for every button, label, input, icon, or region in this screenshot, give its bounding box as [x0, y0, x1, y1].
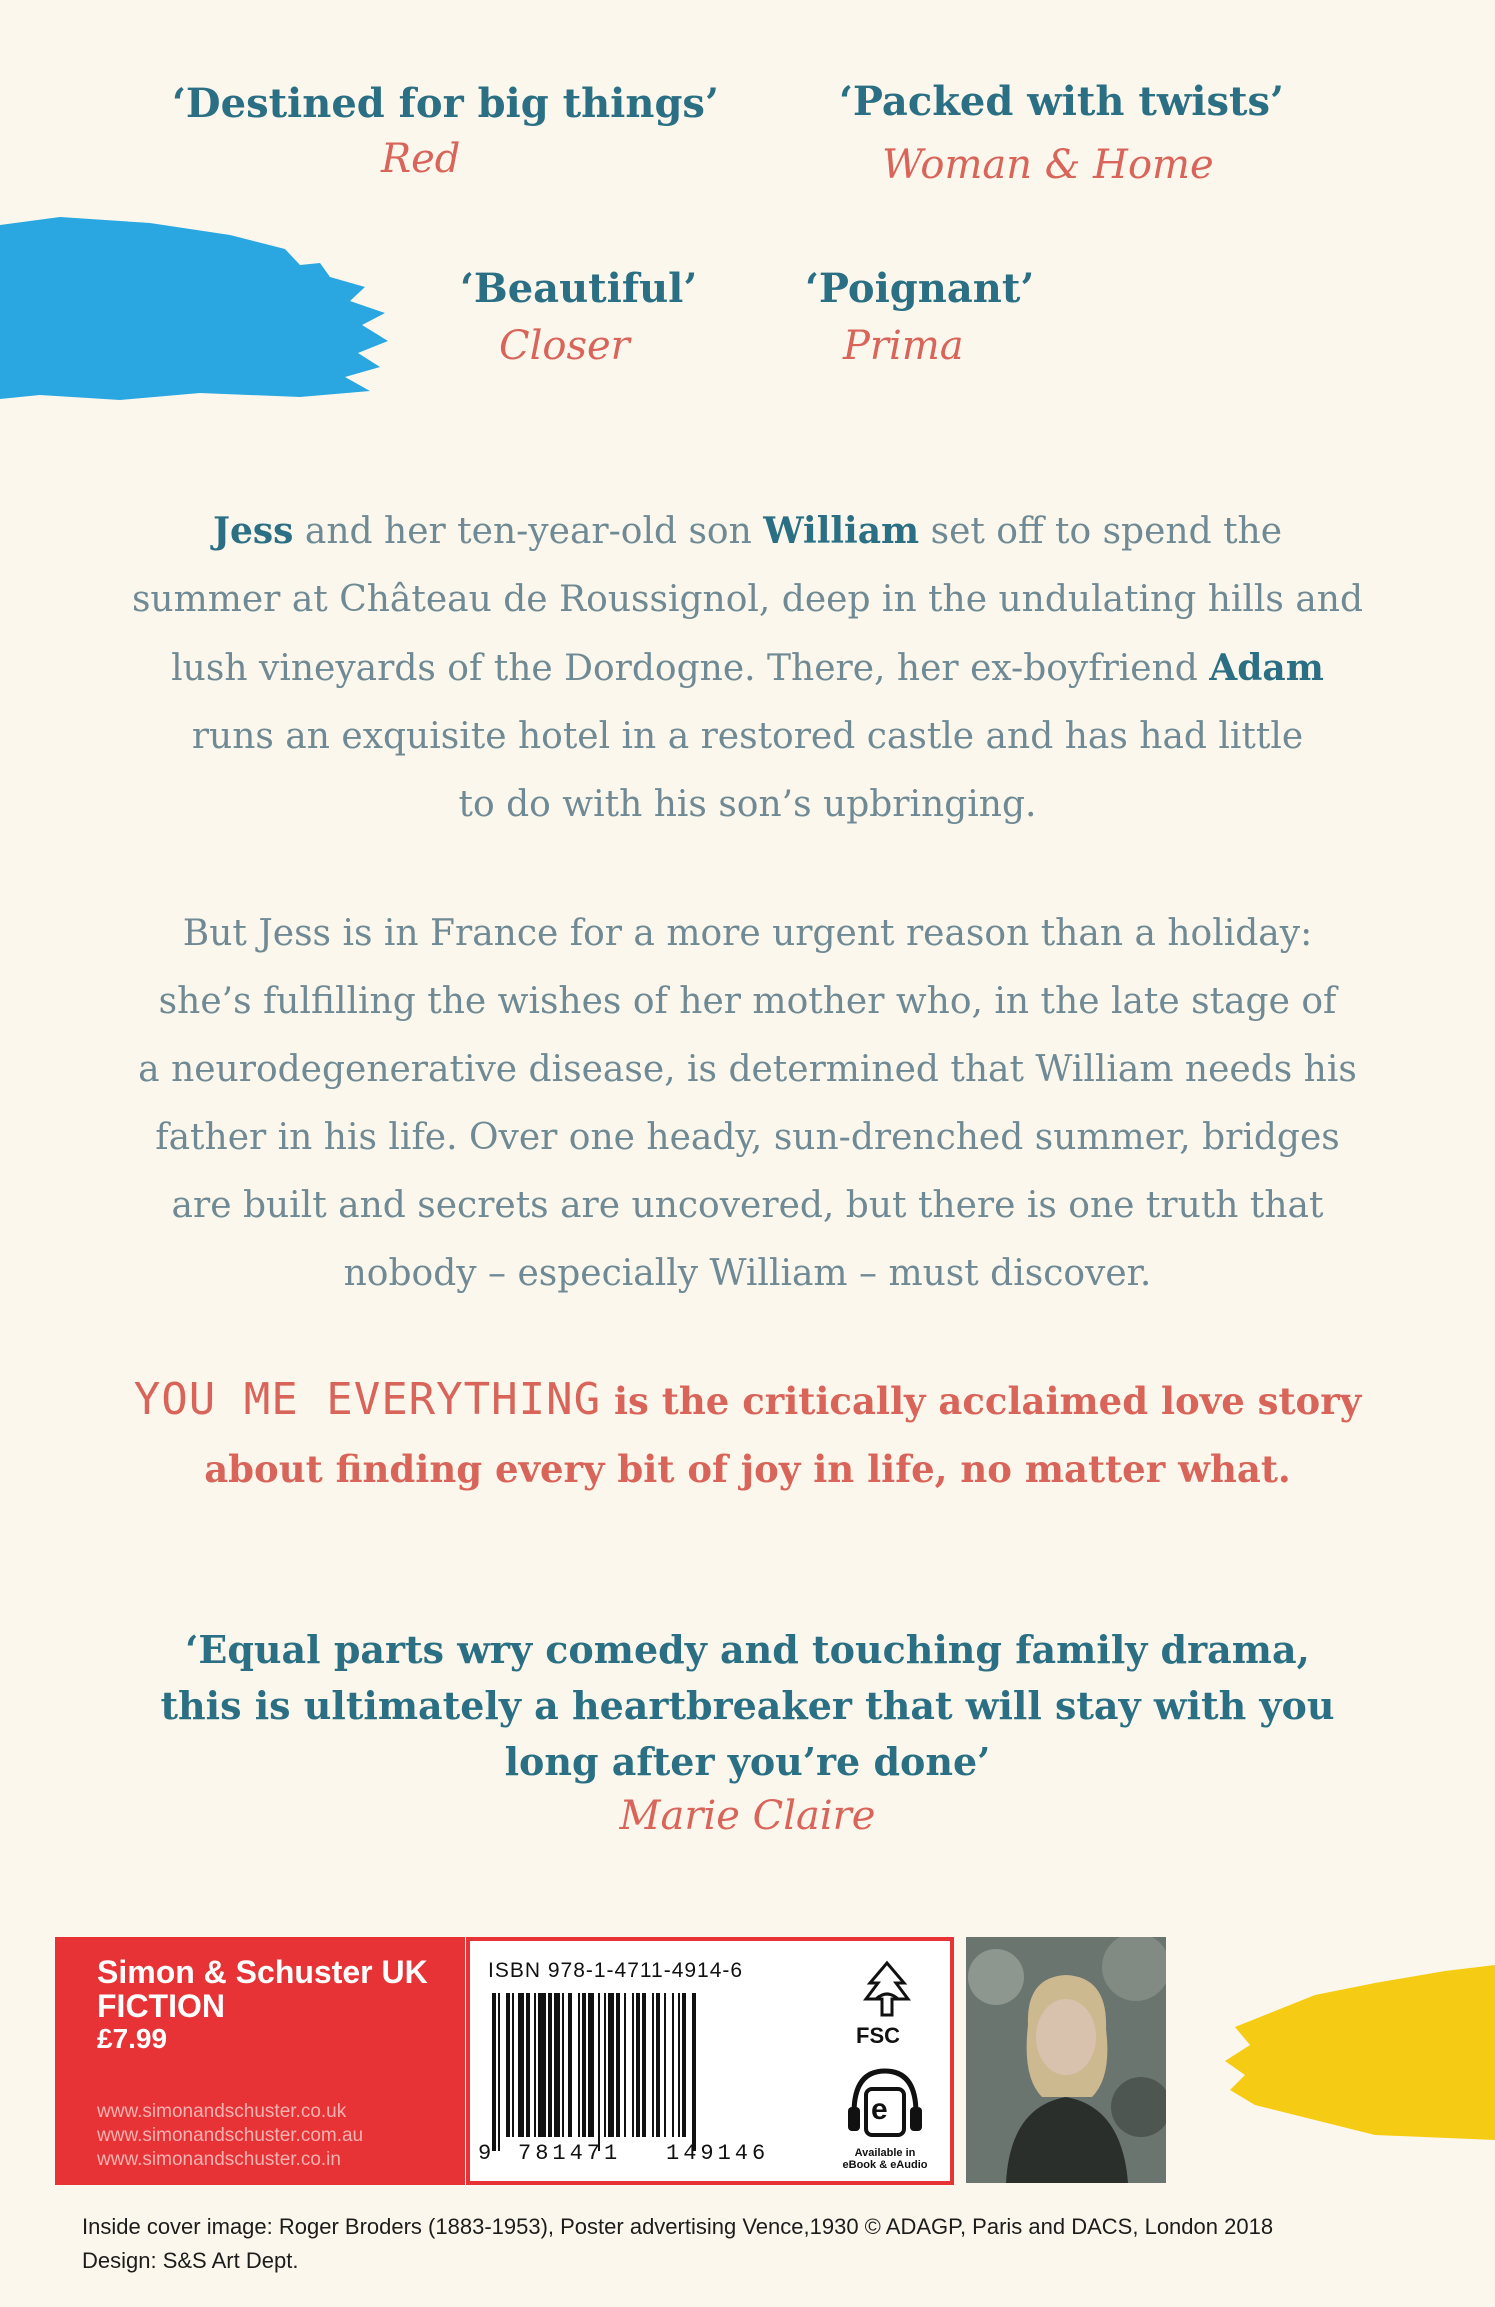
barcode-bar — [636, 1993, 640, 2137]
barcode-bar — [578, 1993, 580, 2137]
quote-4: ‘Poignant’ — [805, 265, 1035, 312]
barcode-bar — [506, 1993, 510, 2137]
blurb-line: Jess and her ten-year-old son William set off to spend the — [212, 510, 1283, 552]
isbn-label: ISBN 978-1-4711-4914-6 — [488, 1959, 744, 1982]
quote-1-source: Red — [381, 136, 461, 182]
barcode-digits-right: 149146 — [666, 2141, 770, 2166]
publisher-name: Simon & Schuster UK — [97, 1954, 428, 1990]
barcode-bar — [678, 1993, 680, 2137]
blurb-paragraph-2 — [0, 900, 1495, 1308]
barcode-bar — [512, 1993, 514, 2137]
tagline — [0, 1366, 1495, 1503]
barcode-bar — [568, 1993, 572, 2137]
publisher-box — [55, 1937, 465, 2185]
url-link-in[interactable]: www.simonandschuster.co.in — [97, 2149, 341, 2170]
barcode-bar — [682, 1993, 686, 2137]
review-line: this is ultimately a heartbreaker that will stay with you — [160, 1683, 1335, 1728]
credits — [82, 2210, 1273, 2278]
quote-2-source: Woman & Home — [882, 142, 1214, 188]
barcode-digits-left: 781471 — [518, 2141, 622, 2166]
barcode-bar — [652, 1993, 654, 2137]
name-jess: Jess — [212, 510, 294, 552]
fsc-label: FSC — [856, 2023, 900, 2048]
url-link-au[interactable]: www.simonandschuster.com.au — [97, 2125, 364, 2146]
blurb-line: But Jess is in France for a more urgent reason than a holiday: — [182, 913, 1313, 954]
barcode-bar — [582, 1993, 586, 2137]
barcode-bar — [548, 1993, 552, 2137]
blurb-line: father in his life. Over one heady, sun-drenched summer, bridges — [155, 1117, 1340, 1158]
quote-3: ‘Beautiful’ — [460, 265, 698, 312]
barcode-bars — [492, 1993, 810, 2153]
quote-4-source: Prima — [843, 323, 964, 369]
blurb-line: she’s fulfilling the wishes of her mother who, in the late stage of — [158, 981, 1337, 1022]
review-line: ‘Equal parts wry comedy and touching family drama, — [185, 1627, 1310, 1672]
barcode-bar — [604, 1993, 606, 2137]
credits-image-line: Inside cover image: Roger Broders (1883-1953), Poster advertising Vence,1930 © ADAGP, Paris and DACS, London 2018 — [82, 2214, 1274, 2239]
tagline-line-1: YOU ME EVERYTHING is the critically acclaimed love story — [133, 1374, 1362, 1425]
barcode-bar — [672, 1993, 674, 2137]
barcode-bar — [588, 1993, 594, 2137]
blurb-line: nobody – especially William – must discover. — [343, 1253, 1152, 1294]
barcode-bar — [498, 1993, 500, 2151]
blurb-line: summer at Château de Roussignol, deep in the undulating hills and — [131, 579, 1364, 620]
name-adam: Adam — [1209, 647, 1324, 689]
url-link-uk[interactable]: www.simonandschuster.co.uk — [97, 2101, 347, 2122]
review-quote — [0, 1622, 1495, 1790]
barcode-bar — [608, 1993, 614, 2137]
category-label: FICTION — [97, 1988, 225, 2024]
ebook-badge-letter: e — [871, 2093, 888, 2126]
blurb-line: to do with his son’s upbringing. — [458, 784, 1037, 825]
barcode-bar — [518, 1993, 524, 2137]
quote-1: ‘Destined for big things’ — [172, 80, 719, 127]
author-photo — [966, 1937, 1166, 2183]
yellow-paint-stroke — [1225, 1965, 1495, 2140]
blurb-paragraph-1 — [0, 497, 1495, 839]
barcode-bar — [534, 1993, 536, 2137]
book-title: YOU ME EVERYTHING — [133, 1374, 602, 1425]
publisher-urls — [97, 2100, 363, 2172]
blurb-line: lush vineyards of the Dordogne. There, her ex-boyfriend Adam — [171, 647, 1324, 689]
author-portrait-image — [966, 1937, 1166, 2183]
tagline-line-2: about finding every bit of joy in life, no matter what. — [204, 1447, 1291, 1491]
barcode-bar — [492, 1993, 496, 2151]
credits-design-line: Design: S&S Art Dept. — [82, 2248, 299, 2273]
quote-2: ‘Packed with twists’ — [839, 78, 1284, 125]
barcode-bar — [526, 1993, 530, 2137]
barcode-bar — [554, 1993, 560, 2137]
barcode-box — [466, 1937, 954, 2185]
ebook-label: Available in eBook & eAudio — [842, 2147, 928, 2171]
blurb-line: a neurodegenerative disease, is determined that William needs his — [138, 1049, 1357, 1090]
barcode-digit-first: 9 — [478, 2141, 492, 2166]
fsc-tree-icon — [846, 1959, 928, 2021]
barcode-bar — [598, 1993, 600, 2151]
barcode-bar — [692, 1993, 696, 2151]
name-william: William — [763, 510, 920, 552]
review-source: Marie Claire — [619, 1793, 876, 1839]
price-label: £7.99 — [97, 2023, 168, 2054]
barcode-bar — [664, 1993, 666, 2137]
barcode-bar — [562, 1993, 564, 2137]
blurb-line: runs an exquisite hotel in a restored castle and has had little — [191, 716, 1304, 757]
barcode-bar — [624, 1993, 626, 2137]
barcode-bar — [538, 1993, 546, 2137]
barcode-bar — [642, 1993, 646, 2137]
blue-paint-stroke — [0, 205, 400, 405]
quote-3-source: Closer — [499, 323, 630, 369]
barcode-bar — [656, 1993, 660, 2137]
barcode-bar — [632, 1993, 634, 2137]
blurb-line: are built and secrets are uncovered, but there is one truth that — [171, 1185, 1324, 1226]
review-line: long after you’re done’ — [504, 1739, 991, 1784]
barcode-bar — [616, 1993, 620, 2137]
